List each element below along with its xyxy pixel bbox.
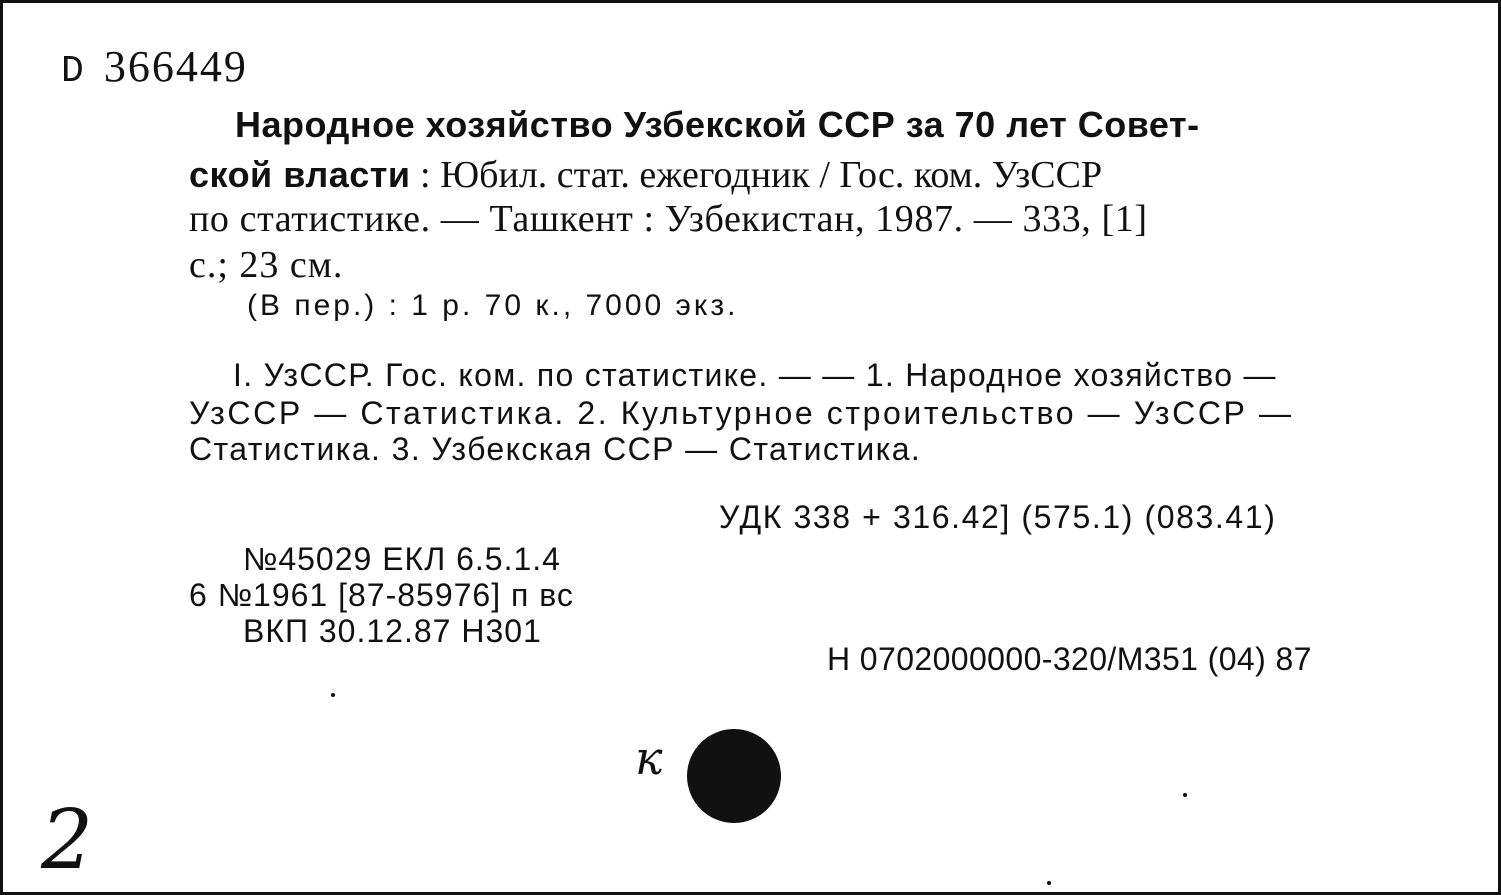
price-line: (В пер.) : 1 р. 70 к., 7000 экз. [247, 289, 739, 322]
index-code: Н 0702000000-320/М351 (04) 87 [827, 641, 1312, 677]
imprint-line: по статистике. — Ташкент : Узбекистан, 1987. — 333, [1] [189, 198, 1148, 240]
punched-hole-mark [687, 729, 781, 823]
tracing-line-3: Статистика. 3. Узбекская ССР — Статистика. [189, 431, 922, 467]
handwritten-number: 2 [41, 793, 94, 888]
speck-mark [1047, 881, 1051, 885]
title-line-1 [235, 103, 1200, 147]
title-rest: : Юбил. стат. ежегодник / Гос. ком. УзССР [410, 154, 1103, 196]
tracing-line-2: УзССР — Статистика. 2. Культурное строительство — УзССР — [189, 395, 1294, 431]
registration-line-1: №45029 ЕКЛ 6.5.1.4 [243, 541, 561, 577]
shelf-mark [61, 41, 248, 93]
tracing-line-1: I. УзССР. Гос. ком. по статистике. — — 1. Народное хозяйство — [233, 357, 1277, 393]
udk-code: УДК 338 + 316.42] (575.1) (083.41) [719, 499, 1277, 535]
title-bold-2: ской власти [189, 154, 411, 195]
title-bold-1: Народное хозяйство Узбекской ССР за 70 лет Совет- [235, 104, 1200, 145]
handwritten-mark: к [635, 731, 663, 785]
speck-mark [331, 693, 335, 697]
registration-line-2: 6 №1961 [87-85976] п вс [189, 577, 574, 613]
title-line-2 [189, 153, 1102, 197]
speck-mark [1183, 793, 1187, 797]
shelf-number: 366449 [103, 42, 248, 91]
shelf-prefix: D [61, 50, 86, 93]
extent-line: с.; 23 см. [189, 244, 344, 286]
registration-line-3: ВКП 30.12.87 Н301 [243, 613, 542, 649]
